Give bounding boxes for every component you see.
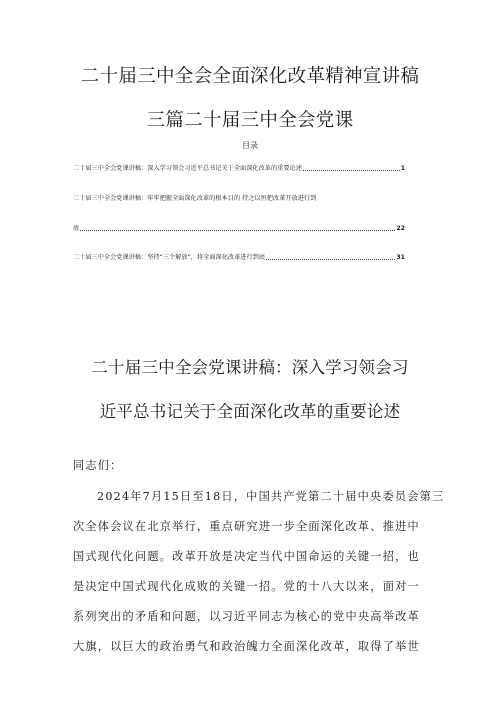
document-title-line-1: 二十届三中全会全面深化改革精神宣讲稿 bbox=[80, 66, 420, 87]
body-line-3: 国式现代化问题。改革开放是决定当代中国命运的关键一招，也 bbox=[73, 550, 420, 563]
toc-entry-text: 二十届三中全会党课讲稿：牢牢把握全面深化改革的根本目的 持之以恒把改革开放进行到 bbox=[73, 195, 317, 202]
document-title-line-2: 三篇二十届三中全会党课 bbox=[146, 110, 354, 131]
toc-entry-2-continued[interactable] bbox=[73, 223, 405, 232]
toc-heading: 目录 bbox=[242, 141, 258, 150]
salutation: 同志们： bbox=[73, 459, 123, 472]
body-line-6: 大旗，以巨大的政治勇气和政治魄力全面深化改革，取得了举世 bbox=[73, 640, 420, 653]
toc-leader-dots bbox=[303, 170, 400, 171]
toc-page-number: 1 bbox=[400, 165, 405, 172]
toc-leader-dots bbox=[266, 259, 395, 260]
section-title-line-2: 近平总书记关于全面深化改革的重要论述 bbox=[99, 402, 401, 421]
body-line-5: 系列突出的矛盾和问题，以习近平同志为核心的党中央高举改革 bbox=[73, 610, 420, 623]
toc-entry-2[interactable] bbox=[73, 193, 405, 202]
toc-entry-text: 底 bbox=[73, 225, 80, 232]
body-line-4: 是决定中国式现代化成败的关键一招。党的十八大以来，面对一 bbox=[73, 580, 420, 593]
toc-page-number: 22 bbox=[396, 225, 405, 232]
section-title-line-1: 二十届三中全会党课讲稿：深入学习领会习 bbox=[91, 358, 409, 377]
toc-entry-text: 二十届三中全会党课讲稿：坚持“三个解放”，将全面深化改革进行到底 bbox=[73, 254, 266, 261]
toc-entry-3[interactable] bbox=[73, 252, 405, 261]
toc-leader-dots bbox=[80, 230, 395, 231]
toc-entry-1[interactable] bbox=[73, 163, 405, 172]
body-line-2: 次全体会议在北京举行，重点研究进一步全面深化改革、推进中 bbox=[73, 520, 420, 533]
toc-entry-text: 二十届三中全会党课讲稿：深入学习领会习近平总书记关于全面深化改革的重要论述 bbox=[73, 165, 302, 172]
body-line-1: 2024年7月15日至18日，中国共产党第二十届中央委员会第三 bbox=[97, 490, 445, 503]
toc-page-number: 31 bbox=[396, 254, 405, 261]
